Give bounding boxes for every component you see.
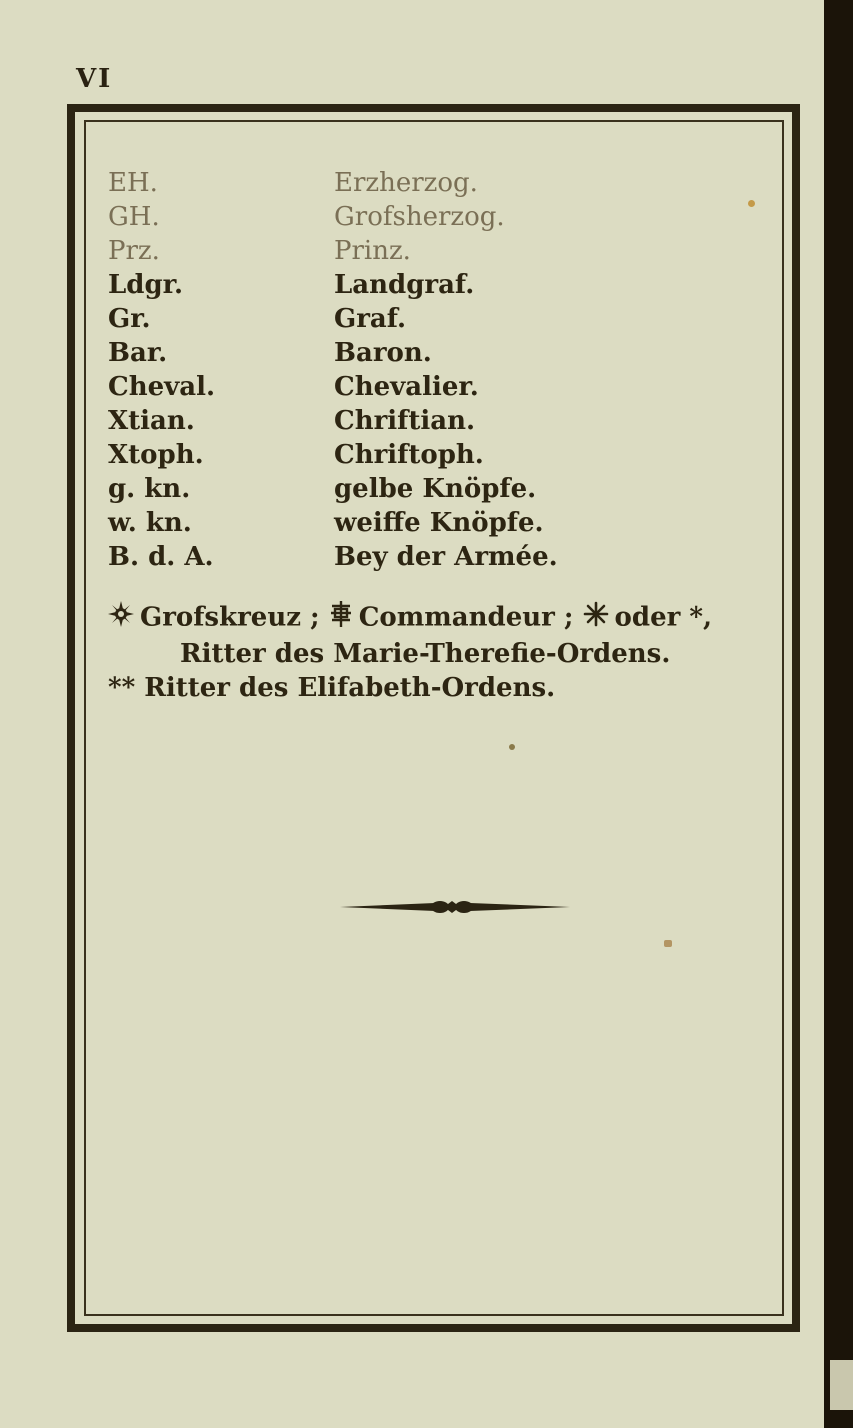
abbreviation: Xtian.: [108, 406, 195, 436]
abbreviation-meaning: Graf.: [334, 304, 407, 334]
grand-cross-star-icon: [108, 601, 134, 636]
list-item: [108, 200, 558, 234]
abbreviation: B. d. A.: [108, 542, 214, 572]
paper-stain: [509, 744, 515, 750]
abbreviation: Gr.: [108, 304, 151, 334]
paper-stain: [664, 940, 672, 947]
orders-line-3: [108, 671, 788, 705]
abbreviation: EH.: [108, 168, 158, 198]
orders-line-1: [108, 600, 788, 637]
list-item: [108, 336, 558, 370]
abbreviation-meaning: weiffe Knöpfe.: [334, 508, 544, 538]
abbreviation: Bar.: [108, 338, 168, 368]
abbreviation-meaning: Bey der Armée.: [334, 542, 558, 572]
elisabeth-order-label: Ritter des Elifabeth-Ordens.: [144, 673, 556, 703]
abbreviation-meaning: Landgraf.: [334, 270, 475, 300]
list-item: [108, 370, 558, 404]
elisabeth-mark: **: [108, 673, 136, 703]
list-item: [108, 506, 558, 540]
abbreviation-meaning: Chevalier.: [334, 372, 479, 402]
abbreviation: Ldgr.: [108, 270, 184, 300]
list-item: [108, 472, 558, 506]
abbreviation-list: [108, 166, 558, 574]
abbreviation: g. kn.: [108, 474, 191, 504]
or-label: oder *,: [614, 602, 713, 633]
paper-stain: [748, 200, 755, 207]
abbreviation: Xtoph.: [108, 440, 204, 470]
list-item: [108, 404, 558, 438]
abbreviation-meaning: Chriftoph.: [334, 440, 484, 470]
list-item: [108, 540, 558, 574]
abbreviation: GH.: [108, 202, 160, 232]
maria-theresia-order-line: Ritter des Marie-Therefie-Ordens.: [180, 639, 671, 669]
abbreviation: w. kn.: [108, 508, 192, 538]
abbreviation-meaning: Baron.: [334, 338, 432, 368]
book-binding-edge: [824, 0, 853, 1428]
list-item: [108, 166, 558, 200]
list-item: [108, 438, 558, 472]
orders-legend: [108, 600, 788, 705]
page-number: VI: [76, 64, 113, 94]
abbreviation: Cheval.: [108, 372, 216, 402]
knight-star-icon: [583, 601, 609, 636]
abbreviation: Prz.: [108, 236, 160, 266]
decorative-rule: [340, 896, 570, 922]
abbreviation-meaning: gelbe Knöpfe.: [334, 474, 537, 504]
list-item: [108, 234, 558, 268]
list-item: [108, 268, 558, 302]
abbreviation-meaning: Chriftian.: [334, 406, 476, 436]
commander-cross-icon: [329, 600, 353, 637]
abbreviation-meaning: Prinz.: [334, 236, 411, 266]
abbreviation-meaning: Grofsherzog.: [334, 202, 505, 232]
next-page-edge: [830, 1360, 853, 1410]
abbreviation-meaning: Erzherzog.: [334, 168, 478, 198]
grand-cross-label: Grofskreuz ;: [140, 602, 320, 633]
commander-label: Commandeur ;: [358, 602, 574, 633]
list-item: [108, 302, 558, 336]
